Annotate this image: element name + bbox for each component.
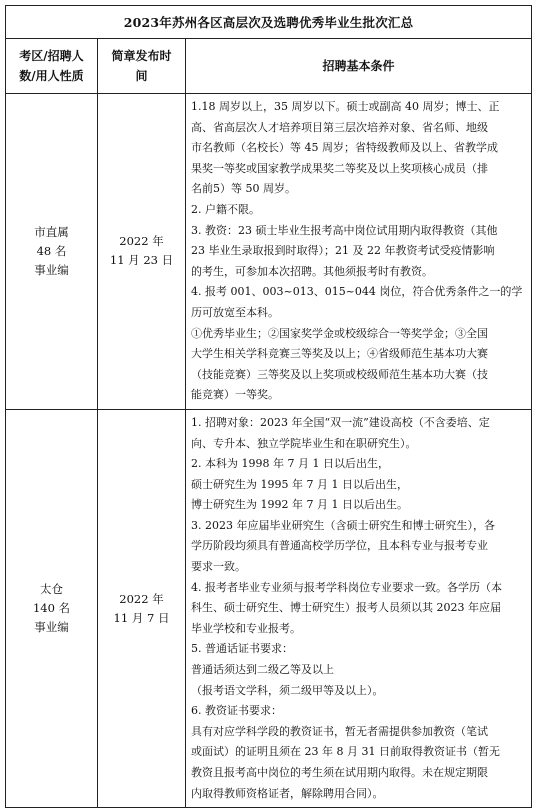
condition-line: 2. 本科为 1998 年 7 月 1 日以后出生， [191,457,389,471]
condition-line: 果奖一等奖或国家教学成果奖二等奖及以上奖项核心成员（排 [191,161,488,175]
condition-line: 1.18 周岁以上，35 周岁以下。硕士或副高 40 周岁；博士、正 [191,100,500,113]
header-conditions: 招聘基本条件 [186,39,532,94]
condition-line: 具有对应学科学段的教资证书，暂无者需提供参加教资（笔试 [191,724,488,738]
condition-line: （技能竞赛）三等奖及以上奖项或校级师范生基本功大赛（技 [191,367,488,381]
condition-line: 学历阶段均须具有普通高校学历学位，且本科专业与报考专业 [191,539,488,553]
table-row [6,409,532,807]
condition-line: 3. 教资：23 硕士毕业生报考高中岗位试用期内取得教资（其他 [191,223,498,237]
condition-line: 市名教师（名校长）等 45 周岁；省特级教师及以上、省教学成 [191,141,498,155]
condition-line: 毕业学校和专业报考。 [191,621,301,635]
header-date: 简章发布时 间 [98,39,186,94]
table-title: 2023年苏州各区高层次及选聘优秀毕业生批次汇总 [6,6,532,39]
condition-line: 或面试）的证明且须在 23 年 8 月 31 日前取得教资证书（暂无 [191,745,500,759]
condition-line: 博士研究生为 1992 年 7 月 1 日以后出生。 [191,498,408,512]
condition-line: 能竞赛）一等奖。 [191,388,279,402]
condition-line: 23 毕业生录取报到时取得）；21 及 22 年教资考试受疫情影响 [191,244,495,258]
condition-line: （报考语文学科，须二级甲等及以上）。 [191,683,384,697]
condition-line: 历可放宽至本科。 [191,305,279,319]
condition-line: 6. 教资证书要求： [191,704,282,718]
header-region: 考区/招聘人 数/用人性质 [6,39,98,94]
condition-line: 高、省高层次人才培养项目第三层次培养对象、省名师、地级 [191,120,488,134]
condition-line: 科生、硕士研究生、博士研究生）报考人员须以其 2023 年应届 [191,601,501,615]
title-row [6,6,532,39]
date-cell: 2022 年 11 月 23 日 [98,94,186,410]
condition-line: 要求一致。 [191,560,246,574]
region-cell: 市直属 48 名 事业编 [6,94,98,410]
condition-line: 2. 户籍不限。 [191,202,260,216]
condition-line: ①优秀毕业生；②国家奖学金或校级综合一等奖学金；③全国 [191,326,488,340]
condition-line: 普通话须达到二级乙等及以上 [191,663,334,677]
condition-line: 硕士研究生为 1995 年 7 月 1 日以后出生， [191,477,408,491]
condition-line: 3. 2023 年应届毕业研究生（含硕士研究生和博士研究生），各 [191,518,495,532]
condition-line: 教资且报考高中岗位的考生须在试用期内取得。未在规定期限 [191,766,488,779]
condition-line: 5. 普通话证书要求： [191,642,293,656]
condition-line: 大学生相关学科竞赛三等奖及以上；④省级师范生基本功大赛 [191,347,488,361]
table-row [6,94,532,410]
conditions-cell [186,94,532,410]
conditions-cell [186,409,532,807]
region-cell: 太仓 140 名 事业编 [6,409,98,807]
date-cell: 2022 年 11 月 7 日 [98,409,186,807]
condition-line: 4. 报考者毕业专业须与报考学科岗位专业要求一致。各学历（本 [191,580,502,594]
condition-line: 1. 招聘对象：2023 年全国“双一流”建设高校（不含委培、定 [191,415,490,429]
condition-line: 内取得教师资格证者，解除聘用合同）。 [191,786,384,800]
condition-line: 名前5）等 50 周岁。 [191,182,296,196]
condition-line: 向、专升本、独立学院毕业生和在职研究生）。 [191,436,417,450]
header-row [6,39,532,94]
recruitment-summary-table [5,5,532,808]
condition-line: 4. 报考 001、003~013、015~044 岗位，符合优秀条件之一的学 [191,285,523,299]
condition-line: 的考生，可参加本次招聘。其他须报考时有教资。 [191,264,433,278]
